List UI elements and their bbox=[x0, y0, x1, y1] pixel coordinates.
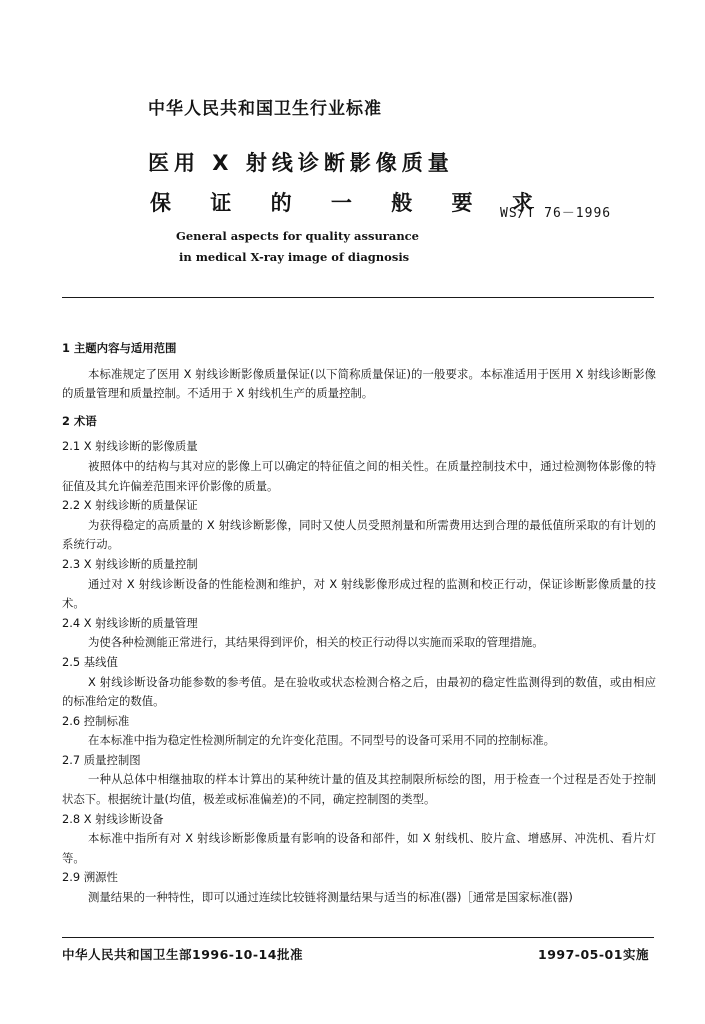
section-2-6-heading: 2.6 控制标准 bbox=[62, 713, 130, 728]
english-title-line-2: in medical X-ray image of diagnosis bbox=[179, 250, 410, 264]
effective-date: 1997-05-01实施 bbox=[538, 947, 649, 962]
section-2-5-text: X 射线诊断设备功能参数的参考值。是在验收或状态检测合格之后，由最初的稳定性监测得到的数值，或由相应的标准给定的数值。 bbox=[62, 674, 656, 709]
section-1-text: 本标准规定了医用 X 射线诊断影像质量保证(以下简称质量保证)的一般要求。本标准适用于医用 X 射线诊断影像的质量管理和质量控制。不适用于 X 射线机生产的质量控制。 bbox=[62, 366, 656, 401]
section-2-7-text: 一种从总体中相继抽取的样本计算出的某种统计量的值及其控制限所标绘的图，用于检查一个过程是否处于控制状态下。根据统计量(均值，极差或标准偏差)的不同，确定控制图的类型。 bbox=[62, 772, 656, 807]
title-line-2: 保 证 的 一 般 要 求 bbox=[150, 191, 549, 215]
section-2-3-text: 通过对 X 射线诊断设备的性能检测和维护，对 X 射线影像形成过程的监测和校正行动，保证诊断影像质量的技术。 bbox=[62, 576, 656, 611]
section-2-9-heading: 2.9 溯源性 bbox=[62, 870, 118, 885]
section-2-heading: 2 术语 bbox=[62, 413, 97, 428]
section-2-8-text: 本标准中指所有对 X 射线诊断影像质量有影响的设备和部件，如 X 射线机、胶片盒、增感屏、冲洗机、看片灯等。 bbox=[62, 831, 656, 865]
section-2-4-heading: 2.4 X 射线诊断的质量管理 bbox=[62, 615, 198, 630]
section-1-heading: 1 主题内容与适用范围 bbox=[62, 341, 177, 355]
issuing-body-line: 中华人民共和国卫生行业标准 bbox=[148, 99, 382, 119]
top-divider bbox=[62, 297, 654, 298]
section-2-3-heading: 2.3 X 射线诊断的质量控制 bbox=[62, 556, 198, 571]
section-2-4-text: 为使各种检测能正常进行，其结果得到评价，相关的校正行动得以实施而采取的管理措施。 bbox=[88, 635, 544, 650]
english-title-line-1: General aspects for quality assurance bbox=[176, 229, 419, 243]
bottom-divider bbox=[62, 937, 654, 938]
approval-date: 中华人民共和国卫生部1996-10-14批准 bbox=[62, 947, 303, 962]
section-2-6-text: 在本标准中指为稳定性检测所制定的允许变化范围。不同型号的设备可采用不同的控制标准。 bbox=[88, 733, 556, 748]
section-2-5-heading: 2.5 基线值 bbox=[62, 654, 118, 669]
section-2-1-heading: 2.1 X 射线诊断的影像质量 bbox=[62, 439, 198, 454]
document-body bbox=[62, 337, 656, 908]
section-2-8-heading: 2.8 X 射线诊断设备 bbox=[62, 811, 164, 826]
title-line-1: 医用 X 射线诊断影像质量 bbox=[148, 151, 454, 175]
section-2-7-heading: 2.7 质量控制图 bbox=[62, 752, 141, 767]
section-2-2-text: 为获得稳定的高质量的 X 射线诊断影像，同时又使人员受照剂量和所需费用达到合理的最低值所采取的有计划的系统行动。 bbox=[62, 517, 656, 552]
section-2-2-heading: 2.2 X 射线诊断的质量保证 bbox=[62, 498, 198, 513]
standard-code: WS/T 76－1996 bbox=[500, 206, 612, 221]
section-2-1-text: 被照体中的结构与其对应的影像上可以确定的特征值之间的相关性。在质量控制技术中，通过检测物体影像的特征值及其允许偏差范围来评价影像的质量。 bbox=[62, 458, 656, 493]
section-2-9-text: 测量结果的一种特性，即可以通过连续比较链将测量结果与适当的标准(器)［通常是国家标准(器) bbox=[88, 890, 573, 905]
